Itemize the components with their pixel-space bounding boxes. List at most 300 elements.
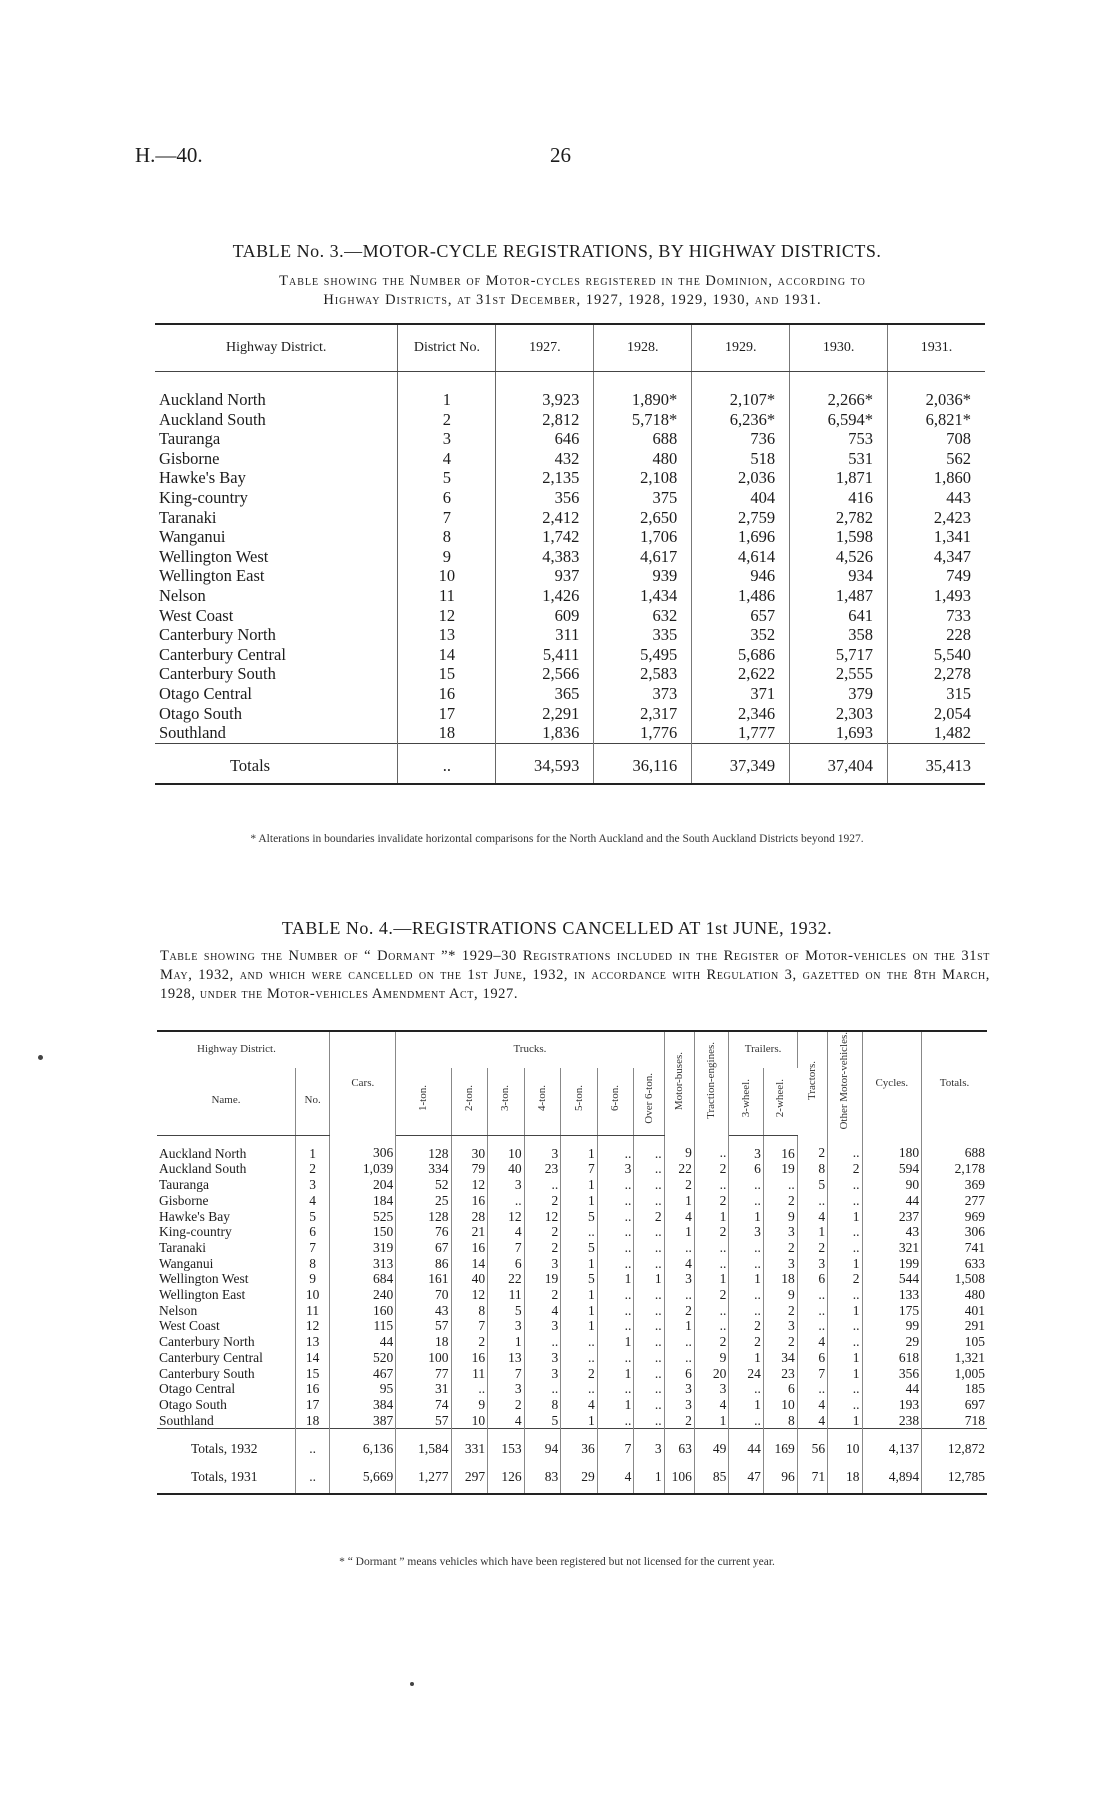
registration-count: 2,036*	[925, 390, 971, 409]
cancelled-count: 2	[729, 1334, 763, 1350]
totals-no: ..	[295, 1457, 329, 1494]
cancelled-count: 4	[797, 1413, 827, 1429]
district-name: Taranaki	[157, 1240, 295, 1256]
registration-count: 335	[594, 625, 692, 645]
total-count: 12,872	[922, 1429, 987, 1457]
col-group-trailers: Trailers.	[729, 1031, 797, 1068]
cancelled-count: 2	[763, 1240, 797, 1256]
cancelled-count: 67	[396, 1240, 451, 1256]
district-no: 9	[398, 547, 496, 567]
registration-count: 375	[594, 488, 692, 508]
table-row	[157, 1287, 987, 1303]
table3-title: TABLE No. 3.—MOTOR-CYCLE REGISTRATIONS, BY HIGHWAY DISTRICTS.	[232, 241, 882, 261]
cancelled-count: 7	[488, 1240, 525, 1256]
registration-count: 1,777	[692, 723, 790, 743]
cancelled-count: 2	[763, 1193, 797, 1209]
cancelled-count: 2	[634, 1209, 664, 1225]
registration-count: 2,583	[594, 664, 692, 684]
district-name: Tauranga	[159, 429, 221, 449]
cancelled-count: 12	[488, 1209, 525, 1225]
cancelled-count: 4	[561, 1397, 598, 1413]
cancelled-count: ..	[634, 1334, 664, 1350]
total-count: 37,349	[692, 743, 790, 784]
district-no: 1	[398, 372, 496, 410]
table-row	[157, 1366, 987, 1382]
cancelled-count: 8	[451, 1303, 488, 1319]
district-name: Otago Central	[157, 1381, 295, 1397]
district-no: 9	[295, 1271, 329, 1287]
cancelled-count: 684	[330, 1271, 396, 1287]
cancelled-count: ..	[664, 1350, 694, 1366]
cancelled-count: 161	[396, 1271, 451, 1287]
cancelled-count: 4	[488, 1224, 525, 1240]
cancelled-count: ..	[634, 1350, 664, 1366]
cancelled-count: ..	[828, 1224, 862, 1240]
table-row	[157, 1334, 987, 1350]
cancelled-count: 1	[561, 1303, 598, 1319]
cancelled-count: 1	[694, 1209, 728, 1225]
cancelled-count: ..	[664, 1287, 694, 1303]
cancelled-count: 356	[862, 1366, 922, 1382]
cancelled-count: 44	[862, 1193, 922, 1209]
registration-count: 736	[692, 429, 790, 449]
cancelled-count: 3	[524, 1366, 561, 1382]
total-count: 5,669	[330, 1457, 396, 1494]
cancelled-count: 618	[862, 1350, 922, 1366]
district-name: Canterbury South	[159, 664, 276, 684]
cancelled-count: 594	[862, 1161, 922, 1177]
district-no: 18	[295, 1413, 329, 1429]
col-trailer-2-wheel: 2-wheel.	[763, 1068, 797, 1135]
registration-count: 4,347	[933, 546, 971, 566]
district-name: Otago South	[159, 703, 242, 723]
table3-header-row	[155, 324, 985, 372]
district-no: 8	[398, 527, 496, 547]
table4-title: TABLE No. 4.—REGISTRATIONS CANCELLED AT 1st JUNE, 1932.	[281, 918, 833, 938]
district-name: Nelson	[159, 585, 206, 605]
cancelled-count: 2	[524, 1287, 561, 1303]
cancelled-count: 74	[396, 1397, 451, 1413]
registration-count: 443	[946, 487, 971, 507]
registration-count: 1,341	[933, 527, 971, 547]
total-count: 10	[828, 1429, 862, 1457]
col-trailer-3-wheel: 3-wheel.	[729, 1068, 763, 1135]
district-no: 16	[295, 1381, 329, 1397]
registration-count: 939	[594, 566, 692, 586]
registration-count: 1,706	[594, 527, 692, 547]
cancelled-count: ..	[729, 1287, 763, 1303]
table-row	[155, 606, 985, 626]
cancelled-count: 1	[597, 1397, 634, 1413]
col-year-1927: 1927.	[496, 324, 594, 372]
cancelled-count: 306	[964, 1224, 985, 1240]
cancelled-count: 28	[451, 1209, 488, 1225]
cancelled-count: 57	[396, 1413, 451, 1429]
district-no: 7	[295, 1240, 329, 1256]
table4-footnote: * “ Dormant ” means vehicles which have been registered but not licensed for the current year.	[339, 1556, 775, 1568]
district-no: 11	[398, 586, 496, 606]
cancelled-count: ..	[451, 1381, 488, 1397]
cancelled-count: ..	[561, 1224, 598, 1240]
registration-count: 315	[946, 683, 971, 703]
table3-subtitle-line1: Table showing the Number of Motor-cycles registered in the Dominion, according to	[279, 273, 866, 289]
total-count: 3	[634, 1429, 664, 1457]
registration-count: 1,482	[933, 723, 971, 743]
registration-count: 2,412	[496, 508, 594, 528]
district-no: 18	[398, 723, 496, 743]
cancelled-count: 6	[664, 1366, 694, 1382]
registration-count: 518	[692, 449, 790, 469]
cancelled-count: 8	[524, 1397, 561, 1413]
cancelled-count: 3	[488, 1318, 525, 1334]
cancelled-count: 4	[664, 1256, 694, 1272]
district-name: Canterbury Central	[159, 644, 286, 664]
cancelled-count: 99	[862, 1318, 922, 1334]
registration-count: 5,686	[692, 645, 790, 665]
table-row	[155, 527, 985, 547]
col-truck-3-ton: 3-ton.	[488, 1068, 525, 1135]
table4-subtitle: Table showing the Number of “ Dormant ”* 1929–30 Registrations included in the Register of Motor-vehicles on the 31st May, 1932, and which were cancelled on the 1st June, 1932, in accordance with Regulation 3, gazetted on the 8th March, 1928, under the Motor-vehicles Amendment Act, 1927.	[160, 948, 990, 1002]
district-no: 16	[398, 684, 496, 704]
district-no: 12	[295, 1318, 329, 1334]
registration-count: 228	[946, 625, 971, 645]
cancelled-count: ..	[634, 1413, 664, 1429]
cancelled-count: 100	[396, 1350, 451, 1366]
col-no: No.	[295, 1068, 329, 1135]
district-name: Auckland South	[159, 409, 266, 429]
district-name: Auckland South	[157, 1161, 295, 1177]
registration-count: 1,742	[496, 527, 594, 547]
district-no: 17	[295, 1397, 329, 1413]
district-no: 13	[295, 1334, 329, 1350]
total-count: 36,116	[594, 743, 692, 784]
cancelled-count: 1	[561, 1177, 598, 1193]
cancelled-count: ..	[828, 1193, 862, 1209]
cancelled-count: 480	[964, 1287, 985, 1303]
total-count: 1,584	[396, 1429, 451, 1457]
cancelled-count: ..	[797, 1318, 827, 1334]
cancelled-count: 387	[330, 1413, 396, 1429]
cancelled-count: 105	[964, 1334, 985, 1350]
cancelled-count: ..	[828, 1135, 862, 1161]
page-mark	[410, 1682, 414, 1686]
cancelled-count: 3	[488, 1177, 525, 1193]
table-row	[157, 1318, 987, 1334]
district-name: Nelson	[157, 1303, 295, 1319]
cancelled-count: 238	[862, 1413, 922, 1429]
cancelled-count: 741	[964, 1239, 985, 1255]
district-name: Southland	[159, 723, 226, 743]
total-count: 71	[797, 1457, 827, 1494]
cancelled-count: 5	[561, 1240, 598, 1256]
registration-count: 2,278	[933, 664, 971, 684]
registration-count: 646	[496, 429, 594, 449]
table-row	[155, 586, 985, 606]
cancelled-count: 21	[451, 1224, 488, 1240]
cancelled-count: 520	[330, 1350, 396, 1366]
district-no: 1	[295, 1135, 329, 1161]
cancelled-count: 2	[664, 1413, 694, 1429]
cancelled-count: ..	[828, 1318, 862, 1334]
cancelled-count: 184	[330, 1193, 396, 1209]
total-count: 18	[828, 1457, 862, 1494]
motor-cycle-registrations-table	[155, 323, 985, 785]
registration-count: 1,426	[496, 586, 594, 606]
cancelled-count: ..	[524, 1334, 561, 1350]
cancelled-count: ..	[597, 1413, 634, 1429]
cancelled-count: 291	[964, 1318, 985, 1334]
district-no: 12	[398, 606, 496, 626]
total-count: 49	[694, 1429, 728, 1457]
table-row	[157, 1413, 987, 1429]
district-no: 15	[295, 1366, 329, 1382]
page-number: 26	[550, 143, 571, 167]
cancelled-count: 4	[488, 1413, 525, 1429]
cancelled-count: 969	[964, 1208, 985, 1224]
cancelled-count: 29	[862, 1334, 922, 1350]
total-count: 83	[524, 1457, 561, 1494]
cancelled-count: 22	[488, 1271, 525, 1287]
registration-count: 2,107*	[692, 372, 790, 410]
cancelled-count: 24	[729, 1366, 763, 1382]
cancelled-count: 2,178	[954, 1161, 985, 1177]
cancelled-count: ..	[597, 1303, 634, 1319]
cancelled-count: ..	[634, 1397, 664, 1413]
cancelled-count: 2	[828, 1271, 862, 1287]
district-name: Otago Central	[159, 683, 253, 703]
cancelled-count: 2	[561, 1366, 598, 1382]
district-name: Auckland North	[157, 1135, 295, 1161]
registration-count: 753	[790, 429, 888, 449]
cancelled-count: 3	[524, 1135, 561, 1161]
cancelled-count: 40	[488, 1161, 525, 1177]
cancelled-count: 3	[763, 1256, 797, 1272]
cancelled-count: 1	[561, 1193, 598, 1209]
col-truck-4-ton: 4-ton.	[524, 1068, 561, 1135]
cancelled-count: 334	[396, 1161, 451, 1177]
district-no: 7	[398, 508, 496, 528]
cancelled-count: 204	[330, 1177, 396, 1193]
cancelled-count: 2	[524, 1193, 561, 1209]
total-count: 56	[797, 1429, 827, 1457]
cancelled-count: 5	[797, 1177, 827, 1193]
district-no: 6	[398, 488, 496, 508]
district-no: 14	[398, 645, 496, 665]
registration-count: 2,266*	[790, 372, 888, 410]
cancelled-count: 5	[561, 1271, 598, 1287]
cancelled-count: 306	[330, 1135, 396, 1161]
cancelled-count: 30	[451, 1135, 488, 1161]
total-count: 44	[729, 1429, 763, 1457]
cancelled-count: ..	[729, 1303, 763, 1319]
totals-label: Totals, 1932	[157, 1429, 295, 1457]
registration-count: 5,411	[496, 645, 594, 665]
col-year-1930: 1930.	[790, 324, 888, 372]
registration-count: 4,617	[594, 547, 692, 567]
cancelled-count: ..	[634, 1256, 664, 1272]
registration-count: 480	[594, 449, 692, 469]
cancelled-count: 70	[396, 1287, 451, 1303]
col-highway-district: Highway District.	[157, 1031, 330, 1068]
totals-row	[155, 743, 985, 784]
district-no: 5	[398, 468, 496, 488]
cancelled-count: 401	[964, 1302, 985, 1318]
district-no: 3	[398, 429, 496, 449]
cancelled-count: 2	[664, 1303, 694, 1319]
cancelled-count: ..	[694, 1135, 728, 1161]
cancelled-count: 180	[862, 1135, 922, 1161]
cancelled-count: 1,039	[330, 1161, 396, 1177]
cancelled-count: 90	[862, 1177, 922, 1193]
cancelled-count: 199	[862, 1256, 922, 1272]
registration-count: 2,555	[790, 664, 888, 684]
registration-count: 1,890*	[594, 372, 692, 410]
cancelled-count: 7	[561, 1161, 598, 1177]
district-name: Canterbury South	[157, 1366, 295, 1382]
table-row	[157, 1240, 987, 1256]
registration-count: 1,598	[790, 527, 888, 547]
district-name: King-country	[159, 487, 248, 507]
cancelled-count: 6	[729, 1161, 763, 1177]
cancelled-count: 79	[451, 1161, 488, 1177]
registration-count: 404	[692, 488, 790, 508]
cancelled-count: 150	[330, 1224, 396, 1240]
cancelled-count: 4	[664, 1209, 694, 1225]
cancelled-count: 633	[964, 1255, 985, 1271]
cancelled-count: 1	[729, 1271, 763, 1287]
cancelled-count: 313	[330, 1256, 396, 1272]
cancelled-count: 11	[451, 1366, 488, 1382]
cancelled-count: 2	[488, 1397, 525, 1413]
cancelled-count: 1	[828, 1209, 862, 1225]
cancelled-count: 14	[451, 1256, 488, 1272]
table-row	[155, 566, 985, 586]
cancelled-count: 2	[694, 1224, 728, 1240]
registration-count: 1,696	[692, 527, 790, 547]
table3-footnote: * Alterations in boundaries invalidate horizontal comparisons for the North Auckland and the South Auckland Districts beyond 1927.	[250, 833, 864, 845]
district-name: West Coast	[157, 1318, 295, 1334]
district-name: Canterbury North	[157, 1334, 295, 1350]
table-row	[157, 1271, 987, 1287]
cancelled-count: ..	[763, 1177, 797, 1193]
cancelled-count: ..	[597, 1256, 634, 1272]
registration-count: 657	[692, 606, 790, 626]
registration-count: 1,434	[594, 586, 692, 606]
cancelled-count: 5	[561, 1209, 598, 1225]
cancelled-count: 1,321	[954, 1349, 985, 1365]
table-row	[155, 508, 985, 528]
totals-label: Totals, 1931	[157, 1457, 295, 1494]
cancelled-count: 3	[763, 1224, 797, 1240]
table-row	[155, 664, 985, 684]
cancelled-count: 23	[763, 1366, 797, 1382]
cancelled-count: 2	[694, 1334, 728, 1350]
cancelled-count: ..	[694, 1303, 728, 1319]
cancelled-count: 4	[694, 1397, 728, 1413]
registration-count: 365	[496, 684, 594, 704]
total-count: 4,137	[862, 1429, 922, 1457]
totals-no: ..	[295, 1429, 329, 1457]
cancelled-count: 185	[964, 1381, 985, 1397]
cancelled-count: 1	[634, 1271, 664, 1287]
district-name: Otago South	[157, 1397, 295, 1413]
cancelled-count: 57	[396, 1318, 451, 1334]
district-no: 4	[295, 1193, 329, 1209]
cancelled-count: 10	[488, 1135, 525, 1161]
cancelled-count: ..	[524, 1381, 561, 1397]
col-cars: Cars.	[330, 1031, 396, 1135]
cancelled-count: ..	[634, 1287, 664, 1303]
cancelled-count: ..	[597, 1240, 634, 1256]
cancelled-count: 2	[524, 1240, 561, 1256]
registration-count: 2,291	[496, 704, 594, 724]
cancelled-count: 384	[330, 1397, 396, 1413]
district-name: Hawke's Bay	[159, 468, 246, 488]
cancelled-count: 1	[561, 1413, 598, 1429]
registration-count: 2,346	[692, 704, 790, 724]
cancelled-count: 3	[664, 1397, 694, 1413]
cancelled-count: 20	[694, 1366, 728, 1382]
cancelled-count: 237	[862, 1209, 922, 1225]
registration-count: 1,487	[790, 586, 888, 606]
col-group-trucks: Trucks.	[396, 1031, 664, 1068]
cancelled-count: 43	[396, 1303, 451, 1319]
cancelled-count: 25	[396, 1193, 451, 1209]
cancelled-count: ..	[634, 1224, 664, 1240]
total-count: 36	[561, 1429, 598, 1457]
cancelled-count: 128	[396, 1209, 451, 1225]
cancelled-count: ..	[597, 1209, 634, 1225]
table-row	[155, 547, 985, 567]
registration-count: 2,566	[496, 664, 594, 684]
table-row	[157, 1381, 987, 1397]
registration-count: 5,495	[594, 645, 692, 665]
cancelled-count: ..	[634, 1240, 664, 1256]
registration-count: 733	[946, 605, 971, 625]
cancelled-count: 6	[763, 1381, 797, 1397]
cancelled-count: 467	[330, 1366, 396, 1382]
cancelled-count: 23	[524, 1161, 561, 1177]
registration-count: 5,540	[933, 644, 971, 664]
cancelled-count: 12	[524, 1209, 561, 1225]
registration-count: 6,821*	[925, 409, 971, 429]
registration-count: 2,423	[933, 507, 971, 527]
cancelled-count: 688	[964, 1145, 985, 1161]
cancelled-count: ..	[488, 1193, 525, 1209]
cancelled-count: 6	[797, 1350, 827, 1366]
cancelled-count: 525	[330, 1209, 396, 1225]
registration-count: 6,594*	[790, 410, 888, 430]
district-name: King-country	[157, 1224, 295, 1240]
cancelled-count: ..	[634, 1193, 664, 1209]
cancelled-count: 4	[797, 1209, 827, 1225]
registration-count: 2,812	[496, 410, 594, 430]
cancelled-count: 3	[729, 1135, 763, 1161]
cancelled-count: ..	[828, 1177, 862, 1193]
district-name: Wanganui	[157, 1256, 295, 1272]
totals-1931-row	[157, 1457, 987, 1494]
cancelled-count: 1	[597, 1271, 634, 1287]
cancelled-count: ..	[729, 1177, 763, 1193]
cancelled-count: ..	[729, 1413, 763, 1429]
cancelled-count: 544	[862, 1271, 922, 1287]
cancelled-count: 2	[694, 1193, 728, 1209]
table-row	[155, 468, 985, 488]
registration-count: 632	[594, 606, 692, 626]
totals-label: Totals	[155, 743, 398, 784]
cancelled-count: 3	[524, 1256, 561, 1272]
table-row	[155, 410, 985, 430]
